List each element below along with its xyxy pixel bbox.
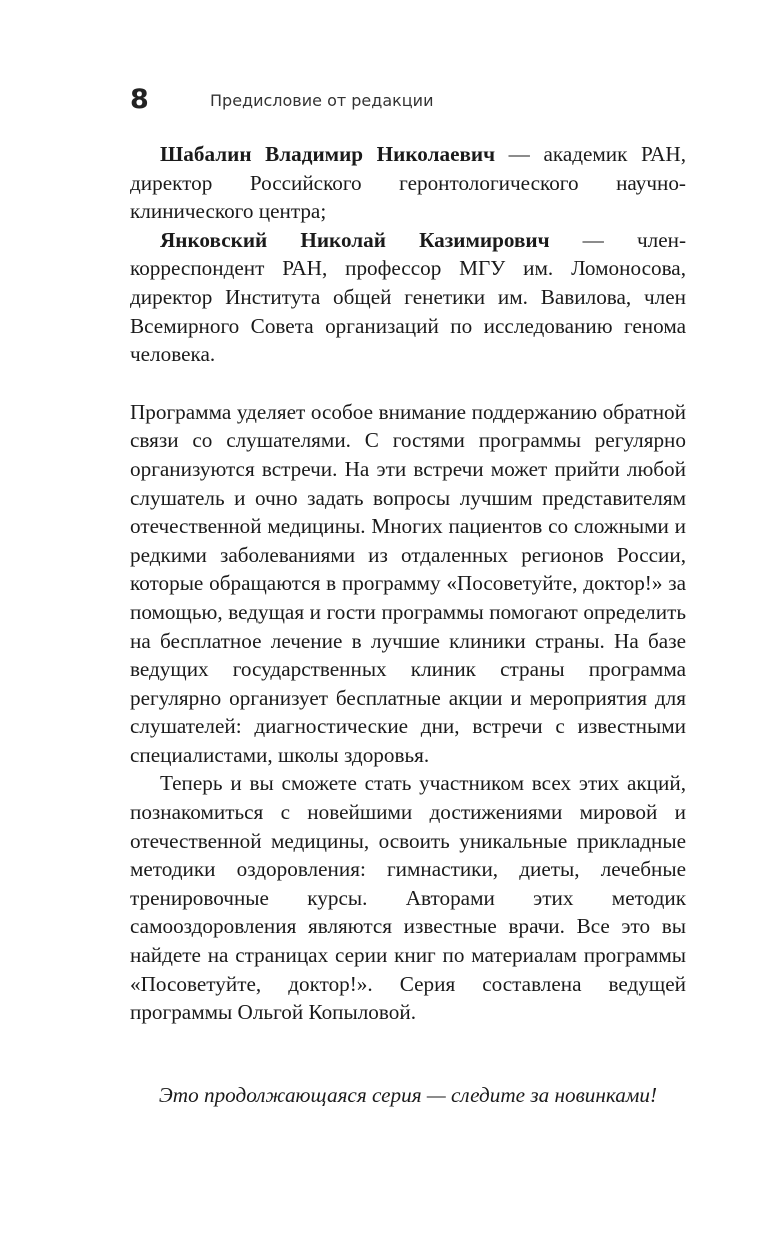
member-name: Шабалин Владимир Николаевич	[160, 142, 496, 166]
member-description: академик РАН, директор Российского геронтологического научно-клинического центра;	[130, 142, 686, 224]
body-paragraph: Программа уделяет особое внимание поддержанию обратной связи со слушателями. С гостями программы регулярно организуются встречи. На эти встречи может прийти любой слушатель и очно задать вопросы лучшим представителям отечественной медицины. Многих пациентов со сложными и редкими заболеваниями из отдаленных регионов России, которые обращаются в программу «Посоветуйте, доктор!» за помощью, ведущая и гости программы помогают определить на бесплатное лечение в лучшие клиники страны. На базе ведущих государственных клиник страны программа регулярно организует бесплатные акции и мероприятия для слушателей: диагностические дни, встречи с известными специалистами, школы здоровья.	[130, 399, 686, 767]
page-header	[130, 82, 708, 118]
member-description: член-корреспондент РАН, профессор МГУ им. Ломоносова, директор Института общей генетики им. Вавилова, член Всемирного Совета организаций по исследованию генома человека.	[130, 227, 686, 367]
member-separator: —	[495, 142, 544, 166]
member-separator: —	[549, 227, 637, 252]
page-number: 8	[130, 84, 149, 115]
closing-line: Это продолжающаяся серия — следите за новинками!	[158, 1083, 658, 1107]
member-name: Янковский Николай Казимирович	[160, 227, 550, 252]
body-paragraph: Теперь и вы сможете стать участником всех этих акций, познакомиться с новейшими достижениями мировой и отечественной медицины, освоить уникальные прикладные методики оздоровления: гимнастики, диеты, лечебные тренировочные курсы. Авторами этих методик самооздоровления являются известные врачи. Все это вы найдете на страницах серии книг по материалам программы «Посоветуйте, доктор!». Серия составлена ведущей программы Ольгой Копыловой.	[130, 771, 686, 1025]
member-entry	[130, 140, 686, 226]
section-gap	[130, 369, 686, 398]
page-body	[130, 140, 686, 1027]
member-entry	[130, 226, 686, 369]
running-title: Предисловие от редакции	[210, 91, 434, 110]
